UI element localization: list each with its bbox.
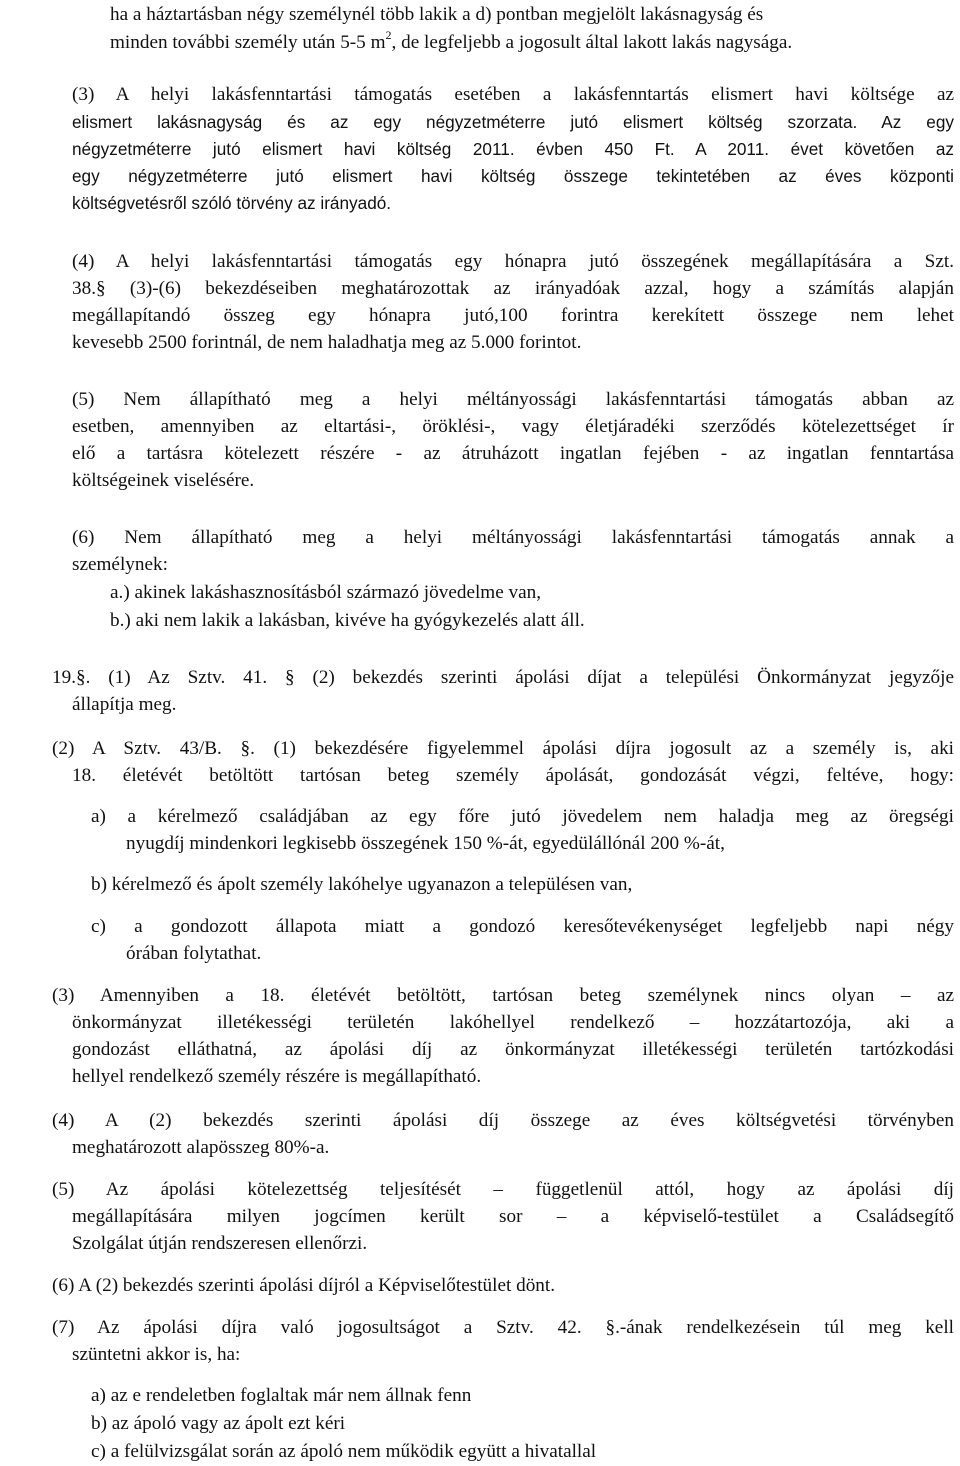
paragraph-3-line1: (3) A helyi lakásfenntartási támogatás esetében a lakásfenntartás elismert havi költsége az: [72, 84, 954, 105]
section-19-5-line2: megállapítására milyen jogcímen került sor – a képviselő-testület a Családsegítő: [72, 1206, 954, 1227]
paragraph-3-line5: költségvetésről szóló törvény az irányadó.: [72, 193, 392, 213]
paragraph-4-line3: megállapítandó összeg egy hónapra jutó,100 forintra kerekített összege nem lehet: [72, 305, 954, 326]
paragraph-6-line2: személynek:: [72, 554, 168, 575]
section-19-7-item-b: b) az ápoló vagy az ápolt ezt kéri: [91, 1413, 346, 1434]
paragraph-6-line1: (6) Nem állapítható meg a helyi méltányossági lakásfenntartási támogatás annak a: [72, 527, 954, 548]
section-19-2-item-a-line1: a) a kérelmező családjában az egy főre jutó jövedelem nem haladja meg az öregségi: [91, 806, 954, 827]
section-19-7-item-c: c) a felülvizsgálat során az ápoló nem működik együtt a hivatallal: [91, 1441, 597, 1462]
section-19-7-item-a: a) az e rendeletben foglaltak már nem állnak fenn: [91, 1385, 472, 1406]
section-19-4-line1: (4) A (2) bekezdés szerinti ápolási díj összege az éves költségvetési törvényben: [52, 1110, 954, 1131]
section-19-2-item-a-line2: nyugdíj mindenkori legkisebb összegének 150 %-át, egyedülállónál 200 %-át,: [126, 833, 725, 854]
section-19-6: (6) A (2) bekezdés szerinti ápolási díjról a Képviselőtestület dönt.: [52, 1275, 556, 1296]
paragraph-5-line3: elő a tartásra kötelezett részére - az átruházott ingatlan fejében - az ingatlan fenntartása: [72, 443, 954, 464]
paragraph-4-line4: kevesebb 2500 forintnál, de nem haladhatja meg az 5.000 forintot.: [72, 332, 582, 353]
paragraph-continuation: [110, 2, 954, 28]
section-19-3-line4: hellyel rendelkező személy részére is megállapítható.: [72, 1066, 482, 1087]
section-19-4-line2: meghatározott alapösszeg 80%-a.: [72, 1137, 330, 1158]
text-line: minden további személy után 5-5 m: [110, 32, 386, 53]
paragraph-6-item-b: b.) aki nem lakik a lakásban, kivéve ha gyógykezelés alatt áll.: [110, 610, 585, 631]
paragraph-6-item-a: a.) akinek lakáshasznosításból származó jövedelme van,: [110, 582, 542, 603]
paragraph-3-line3: négyzetméterre jutó elismert havi költség 2011. évben 450 Ft. A 2011. évet követően az: [72, 139, 954, 159]
text-line: elismert lakásnagyság és az egy négyzetméterre jutó elismert költség szorzata.: [72, 112, 858, 132]
section-19-1-line2: állapítja meg.: [72, 694, 177, 715]
paragraph-3-line4: egy négyzetméterre jutó elismert havi költség összege tekintetében az éves központi: [72, 166, 954, 186]
paragraph-5-line2: esetben, amennyiben az eltartási-, öröklési-, vagy életjáradéki szerződés kötelezettséget ír: [72, 416, 954, 437]
paragraph-4-line2: 38.§ (3)-(6) bekezdéseiben meghatározottak az irányadóak azzal, hogy a számítás alapján: [72, 278, 954, 299]
paragraph-3-line2: [72, 109, 954, 135]
paragraph-5-line4: költségeinek viselésére.: [72, 470, 255, 491]
paragraph-continuation-line2: [110, 27, 793, 56]
section-19-2-item-c-line1: c) a gondozott állapota miatt a gondozó keresőtevékenységet legfeljebb napi négy: [91, 916, 954, 937]
section-19-7-line1: (7) Az ápolási díjra való jogosultságot a Sztv. 42. §.-ának rendelkezésein túl meg kell: [52, 1317, 954, 1338]
section-19-2-item-b: b) kérelmező és ápolt személy lakóhelye ugyanazon a településen van,: [91, 874, 633, 895]
section-19-3-line1: (3) Amennyiben a 18. életévét betöltött, tartósan beteg személynek nincs olyan – az: [52, 985, 954, 1006]
superscript: 2: [385, 27, 392, 42]
section-19-2-line2: 18. életévét betöltött tartósan beteg személy ápolását, gondozását végzi, feltéve, hogy:: [72, 765, 954, 786]
section-19-1-line1: 19.§. (1) Az Sztv. 41. § (2) bekezdés szerinti ápolási díjat a települési Önkormányzat jegyzője: [52, 667, 954, 688]
section-19-7-line2: szüntetni akkor is, ha:: [72, 1344, 241, 1365]
section-19-2-item-c-line2: órában folytathat.: [126, 943, 262, 964]
text-line: Az egy: [881, 112, 954, 132]
text-line: ha a háztartásban négy személynél több lakik a d) pontban megjelölt lakásnagyság és: [110, 4, 764, 25]
paragraph-5-line1: (5) Nem állapítható meg a helyi méltányossági lakásfenntartási támogatás abban az: [72, 389, 954, 410]
section-19-5-line3: Szolgálat útján rendszeresen ellenőrzi.: [72, 1233, 368, 1254]
section-19-3-line3: gondozást elláthatná, az ápolási díj az önkormányzat illetékességi területén tartózkodási: [72, 1039, 954, 1060]
section-19-3-line2: önkormányzat illetékességi területén lakóhellyel rendelkező – hozzátartozója, aki a: [72, 1012, 954, 1033]
paragraph-4-line1: (4) A helyi lakásfenntartási támogatás egy hónapra jutó összegének megállapítására a Szt.: [72, 251, 954, 272]
section-19-5-line1: (5) Az ápolási kötelezettség teljesítését – függetlenül attól, hogy az ápolási díj: [52, 1179, 954, 1200]
text-line: , de legfeljebb a jogosult által lakott lakás nagysága.: [391, 32, 793, 53]
section-19-2-line1: (2) A Sztv. 43/B. §. (1) bekezdésére figyelemmel ápolási díjra jogosult az a személy is, aki: [52, 738, 954, 759]
